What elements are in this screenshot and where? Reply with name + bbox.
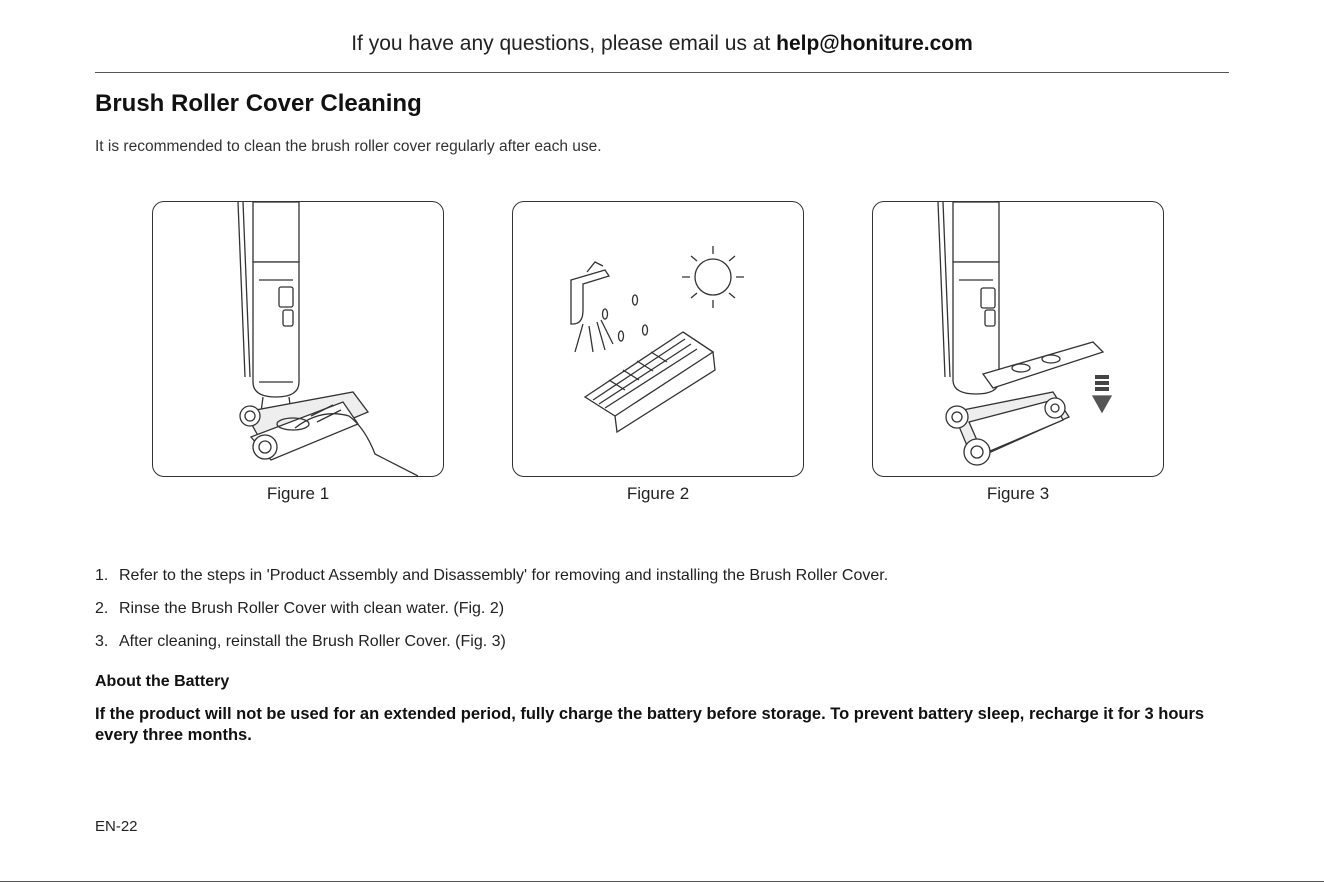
- step-text: Refer to the steps in 'Product Assembly and Disassembly' for removing and installing the Brush Roller Cover.: [119, 567, 889, 584]
- figure-2-panel: [512, 201, 804, 477]
- footer-divider: [0, 881, 1324, 882]
- rinse-and-sun-dry-illustration: [513, 202, 803, 476]
- step-number: 1.: [95, 567, 109, 584]
- figure-1-panel: [152, 201, 444, 477]
- cover-reinstall-illustration: [873, 202, 1163, 476]
- contact-email: help@honiture.com: [776, 32, 973, 55]
- list-item: [95, 564, 888, 597]
- cleaning-steps-list: [95, 564, 888, 663]
- section-title: Brush Roller Cover Cleaning: [95, 90, 422, 117]
- step-number: 3.: [95, 633, 109, 650]
- section-intro: It is recommended to clean the brush roller cover regularly after each use.: [95, 138, 602, 155]
- figure-3-panel: [872, 201, 1164, 477]
- list-item: [95, 597, 888, 630]
- header-divider: [95, 72, 1229, 73]
- figure-3-caption: Figure 3: [986, 484, 1050, 503]
- figure-2-caption: Figure 2: [626, 484, 690, 503]
- step-text: Rinse the Brush Roller Cover with clean water. (Fig. 2): [119, 600, 505, 617]
- page-number: EN-22: [95, 818, 138, 835]
- contact-header: [95, 32, 1229, 56]
- list-item: [95, 630, 888, 663]
- figure-1-caption: Figure 1: [266, 484, 330, 503]
- battery-note: If the product will not be used for an extended period, fully charge the battery before storage. To prevent battery sleep, recharge it for 3 hours every three months.: [95, 705, 1205, 744]
- vacuum-brush-removal-illustration: [153, 202, 443, 476]
- contact-text: If you have any questions, please email us at: [351, 32, 777, 55]
- step-text: After cleaning, reinstall the Brush Roller Cover. (Fig. 3): [119, 633, 506, 650]
- battery-heading: About the Battery: [95, 673, 230, 690]
- step-number: 2.: [95, 600, 109, 617]
